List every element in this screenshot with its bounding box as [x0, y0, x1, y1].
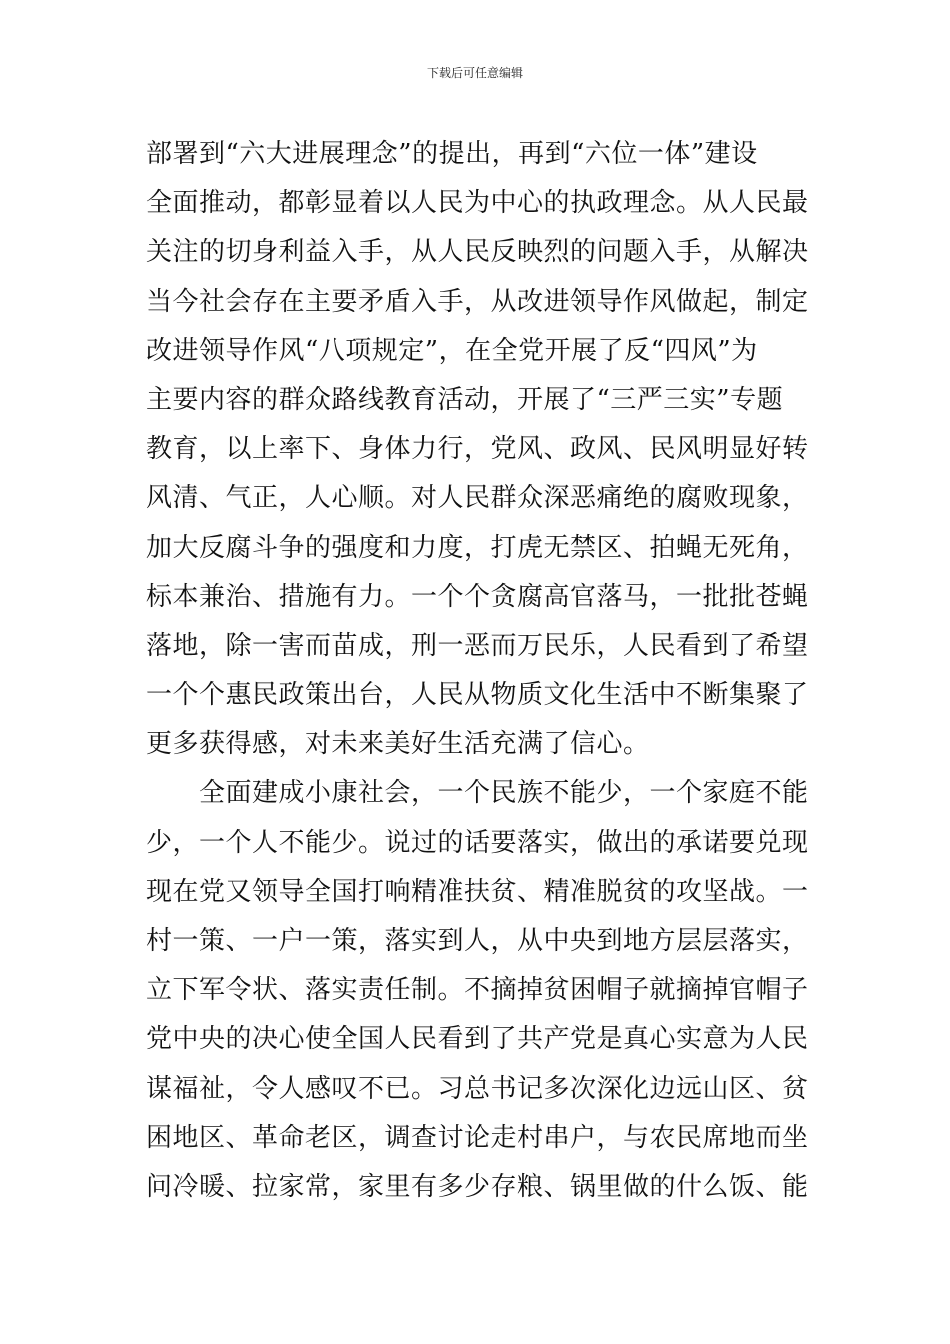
- text-line: 问冷暖、拉家常，家里有多少存粮、锅里做的什么饭、能: [146, 1171, 809, 1202]
- text-line: 立下军令状、落实责任制。不摘掉贫困帽子就摘掉官帽子: [146, 975, 809, 1006]
- text-line: 全面建成小康社会，一个民族不能少，一个家庭不能: [146, 778, 809, 809]
- text-line: 标本兼治、措施有力。一个个贪腐高官落马，一批批苍蝇: [146, 581, 809, 612]
- text-line: 落地，除一害而苗成，刑一恶而万民乐，人民看到了希望: [146, 630, 809, 661]
- text-line: 更多获得感，对未来美好生活充满了信心。: [146, 729, 650, 760]
- text-line: 主要内容的群众路线教育活动，开展了“三严三实”专题: [146, 384, 784, 415]
- page-header: 下载后可任意编辑: [426, 66, 523, 80]
- text-line: 关注的切身利益入手，从人民反映烈的问题入手，从解决: [146, 237, 809, 268]
- text-line: 现在党又领导全国打响精准扶贫、精准脱贫的攻坚战。一: [146, 876, 809, 907]
- text-line: 部署到“六大进展理念”的提出，再到“六位一体”建设: [146, 139, 758, 169]
- text-line: 加大反腐斗争的强度和力度，打虎无禁区、拍蝇无死角，: [146, 532, 809, 563]
- text-line: 村一策、一户一策，落实到人，从中央到地方层层落实，: [146, 926, 809, 956]
- text-line: 困地区、革命老区，调查讨论走村串户，与农民席地而坐: [146, 1122, 809, 1153]
- text-line: 教育，以上率下、身体力行，党风、政风、民风明显好转: [146, 434, 809, 465]
- text-line: 少，一个人不能少。说过的话要落实，做出的承诺要兑现: [146, 827, 809, 858]
- text-line: 全面推动，都彰显着以人民为中心的执政理念。从人民最: [146, 188, 809, 219]
- text-line: 党中央的决心使全国人民看到了共产党是真心实意为人民: [146, 1024, 809, 1055]
- text-line: 风清、气正，人心顺。对人民群众深恶痛绝的腐败现象，: [146, 483, 809, 514]
- text-line: 一个个惠民政策出台，人民从物质文化生活中不断集聚了: [146, 680, 809, 711]
- text-line: 谋福祉，令人感叹不已。习总书记多次深化边远山区、贫: [146, 1073, 809, 1104]
- text-line: 改进领导作风“八项规定”，在全党开展了反“四风”为: [146, 335, 758, 366]
- text-line: 当今社会存在主要矛盾入手，从改进领导作风做起，制定: [146, 286, 809, 317]
- document-body: [146, 130, 816, 1212]
